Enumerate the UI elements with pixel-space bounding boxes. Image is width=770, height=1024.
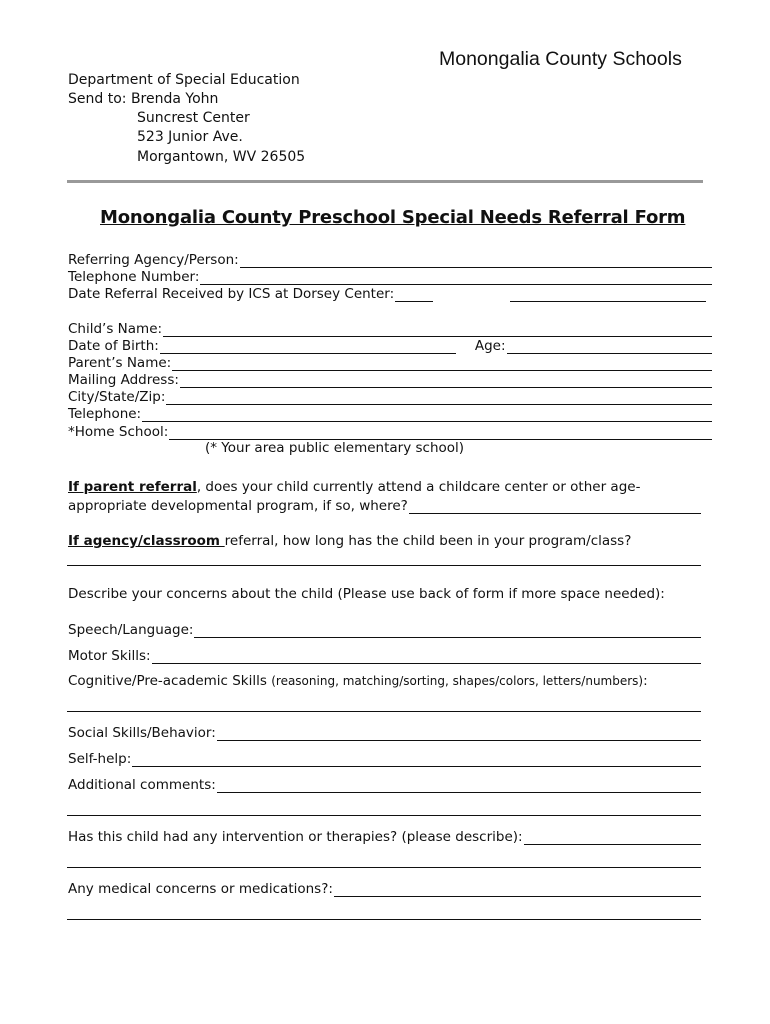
date-received-line-2[interactable] bbox=[510, 288, 706, 302]
parent-referral-label: If parent referral bbox=[68, 479, 197, 495]
social-skills-field[interactable] bbox=[68, 723, 701, 741]
date-received-label: Date Referral Received by ICS at Dorsey Center: bbox=[68, 286, 395, 302]
home-school-label: *Home School: bbox=[68, 424, 169, 440]
agency-referral-label: If agency/classroom bbox=[68, 533, 225, 549]
motor-skills-label: Motor Skills: bbox=[68, 648, 151, 664]
referring-agency-label: Referring Agency/Person: bbox=[68, 252, 239, 268]
parent-name-line[interactable] bbox=[172, 357, 712, 371]
cognitive-answer-line[interactable] bbox=[67, 711, 701, 712]
cognitive-skills-colon: : bbox=[643, 673, 648, 689]
social-skills-label: Social Skills/Behavior: bbox=[68, 725, 216, 741]
home-school-line[interactable] bbox=[169, 426, 712, 440]
self-help-line[interactable] bbox=[132, 753, 701, 767]
dob-age-field[interactable] bbox=[68, 336, 712, 354]
organization-name: Monongalia County Schools bbox=[439, 48, 682, 70]
age-line[interactable] bbox=[507, 340, 713, 354]
social-skills-line[interactable] bbox=[217, 727, 701, 741]
department-name: Department of Special Education bbox=[68, 72, 300, 88]
city-state-zip-label: City/State/Zip: bbox=[68, 389, 166, 405]
address-line-1: Suncrest Center bbox=[137, 110, 250, 126]
send-to-line bbox=[68, 91, 218, 107]
additional-comments-line[interactable] bbox=[217, 779, 701, 793]
child-telephone-field[interactable] bbox=[68, 404, 712, 422]
additional-comments-label: Additional comments: bbox=[68, 777, 216, 793]
child-name-label: Child’s Name: bbox=[68, 321, 163, 337]
dob-label: Date of Birth: bbox=[68, 338, 159, 354]
address-line-3: Morgantown, WV 26505 bbox=[137, 149, 306, 165]
age-label: Age: bbox=[474, 338, 506, 354]
send-to-label: Send to: bbox=[68, 91, 131, 107]
intervention-field[interactable] bbox=[68, 827, 701, 845]
self-help-label: Self-help: bbox=[68, 751, 132, 767]
self-help-field[interactable] bbox=[68, 749, 701, 767]
intervention-line[interactable] bbox=[524, 831, 701, 845]
child-name-line[interactable] bbox=[163, 323, 712, 337]
motor-skills-field[interactable] bbox=[68, 646, 701, 664]
medical-concerns-label: Any medical concerns or medications?: bbox=[68, 881, 333, 897]
telephone-number-label: Telephone Number: bbox=[68, 269, 200, 285]
parent-referral-field[interactable] bbox=[68, 496, 701, 514]
parent-referral-question-line1 bbox=[68, 479, 640, 495]
concerns-intro: Describe your concerns about the child (Please use back of form if more space needed): bbox=[68, 586, 665, 602]
referring-agency-field[interactable] bbox=[68, 250, 712, 268]
agency-referral-text: referral, how long has the child been in your program/class? bbox=[224, 533, 632, 549]
parent-referral-line[interactable] bbox=[409, 500, 701, 514]
child-name-field[interactable] bbox=[68, 319, 712, 337]
mailing-address-field[interactable] bbox=[68, 370, 712, 388]
motor-skills-line[interactable] bbox=[152, 650, 701, 664]
intervention-label: Has this child had any intervention or therapies? (please describe): bbox=[68, 829, 523, 845]
referring-agency-line[interactable] bbox=[240, 254, 712, 268]
speech-language-label: Speech/Language: bbox=[68, 622, 194, 638]
recipient-name: Brenda Yohn bbox=[130, 91, 219, 107]
agency-answer-line[interactable] bbox=[67, 565, 701, 566]
dob-line[interactable] bbox=[160, 340, 456, 354]
parent-name-field[interactable] bbox=[68, 353, 712, 371]
child-telephone-line[interactable] bbox=[142, 408, 712, 422]
home-school-field[interactable] bbox=[68, 422, 712, 440]
home-school-note: (* Your area public elementary school) bbox=[205, 440, 465, 456]
intervention-line-2[interactable] bbox=[67, 867, 701, 868]
parent-referral-text-2: appropriate developmental program, if so, where? bbox=[68, 498, 408, 514]
medical-concerns-line[interactable] bbox=[334, 883, 701, 897]
address-line-2: 523 Junior Ave. bbox=[137, 129, 243, 145]
telephone-number-field[interactable] bbox=[68, 267, 712, 285]
cognitive-skills-detail: (reasoning, matching/sorting, shapes/colors, letters/numbers) bbox=[271, 674, 644, 688]
cognitive-skills-question bbox=[68, 673, 648, 689]
parent-referral-text: , does your child currently attend a childcare center or other age- bbox=[196, 479, 641, 495]
medical-concerns-line-2[interactable] bbox=[67, 919, 701, 920]
telephone-number-line[interactable] bbox=[200, 271, 712, 285]
date-received-field[interactable] bbox=[68, 284, 706, 302]
form-title: Monongalia County Preschool Special Needs Referral Form bbox=[100, 207, 686, 228]
mailing-address-label: Mailing Address: bbox=[68, 372, 179, 388]
city-state-zip-line[interactable] bbox=[166, 391, 712, 405]
mailing-address-line[interactable] bbox=[180, 374, 712, 388]
speech-language-line[interactable] bbox=[194, 624, 701, 638]
additional-comments-field[interactable] bbox=[68, 775, 701, 793]
city-state-zip-field[interactable] bbox=[68, 387, 712, 405]
additional-comments-line-2[interactable] bbox=[67, 815, 701, 816]
child-telephone-label: Telephone: bbox=[68, 406, 142, 422]
parent-name-label: Parent’s Name: bbox=[68, 355, 172, 371]
header-divider bbox=[67, 180, 703, 183]
date-received-line-1[interactable] bbox=[395, 288, 433, 302]
medical-concerns-field[interactable] bbox=[68, 879, 701, 897]
cognitive-skills-label: Cognitive/Pre-academic Skills bbox=[68, 673, 272, 689]
agency-referral-question bbox=[68, 533, 631, 549]
speech-language-field[interactable] bbox=[68, 620, 701, 638]
